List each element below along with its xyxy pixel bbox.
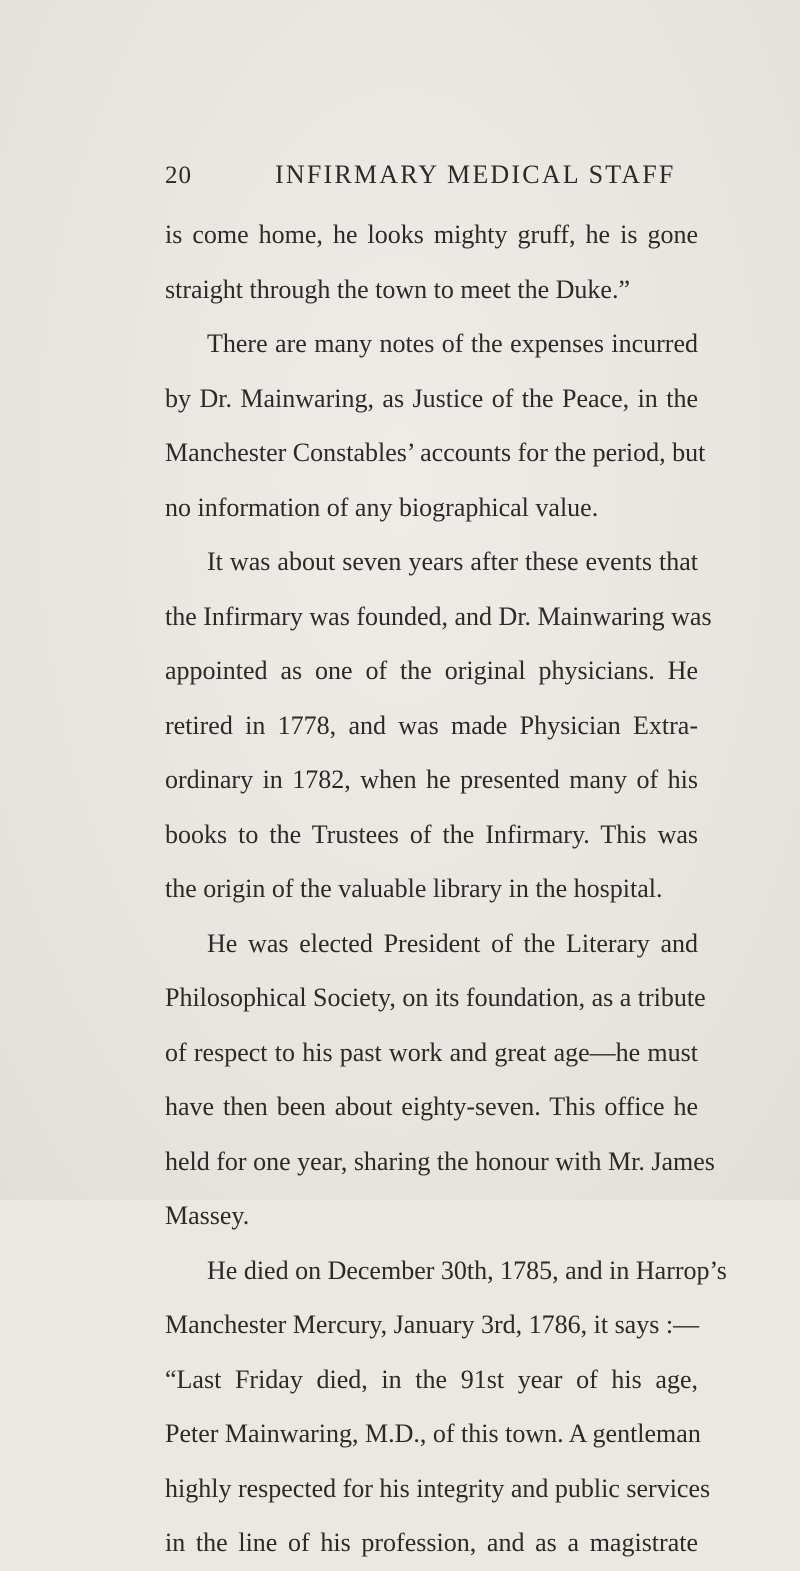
text-line: the Infirmary was founded, and Dr. Mainwaring was bbox=[165, 601, 712, 631]
page-number: 20 bbox=[165, 162, 192, 189]
text-line: appointed as one of the original physicians. He bbox=[165, 656, 698, 685]
text-line: It was about seven years after these events that bbox=[207, 547, 698, 576]
running-head bbox=[165, 160, 705, 200]
text-line: Peter Mainwaring, M.D., of this town. A gentleman bbox=[165, 1419, 701, 1448]
text-line: the origin of the valuable library in the hospital. bbox=[165, 874, 663, 903]
text-line: Manchester Mercury, January 3rd, 1786, it says :— bbox=[165, 1310, 700, 1339]
text-line: of respect to his past work and great age—he must bbox=[165, 1037, 698, 1067]
text-line: He died on December 30th, 1785, and in Harrop’s bbox=[207, 1255, 727, 1285]
body-text bbox=[165, 208, 727, 1571]
text-line: held for one year, sharing the honour with Mr. James bbox=[165, 1146, 715, 1176]
text-line: is come home, he looks mighty gruff, he is gone bbox=[165, 220, 698, 249]
text-line: There are many notes of the expenses incurred bbox=[207, 329, 698, 358]
text-line: no information of any biographical value. bbox=[165, 492, 599, 522]
text-line: in the line of his profession, and as a magistrate bbox=[165, 1528, 698, 1557]
text-line: Philosophical Society, on its foundation, as a tribute bbox=[165, 983, 706, 1012]
text-line: by Dr. Mainwaring, as Justice of the Peace, in the bbox=[165, 383, 698, 413]
text-line: retired in 1778, and was made Physician Extra- bbox=[165, 710, 698, 740]
text-line: have then been about eighty-seven. This office he bbox=[165, 1092, 698, 1121]
text-line: He was elected President of the Literary and bbox=[207, 928, 698, 958]
text-line: Manchester Constables’ accounts for the period, but bbox=[165, 438, 706, 467]
text-line: “Last Friday died, in the 91st year of his age, bbox=[165, 1364, 698, 1394]
running-title: INFIRMARY MEDICAL STAFF bbox=[275, 160, 676, 189]
text-line: ordinary in 1782, when he presented many of his bbox=[165, 765, 698, 794]
text-line: books to the Trustees of the Infirmary. This was bbox=[165, 819, 698, 849]
text-line: straight through the town to meet the Duke.” bbox=[165, 274, 631, 304]
text-line: Massey. bbox=[165, 1201, 250, 1230]
text-line: highly respected for his integrity and public services bbox=[165, 1473, 711, 1503]
